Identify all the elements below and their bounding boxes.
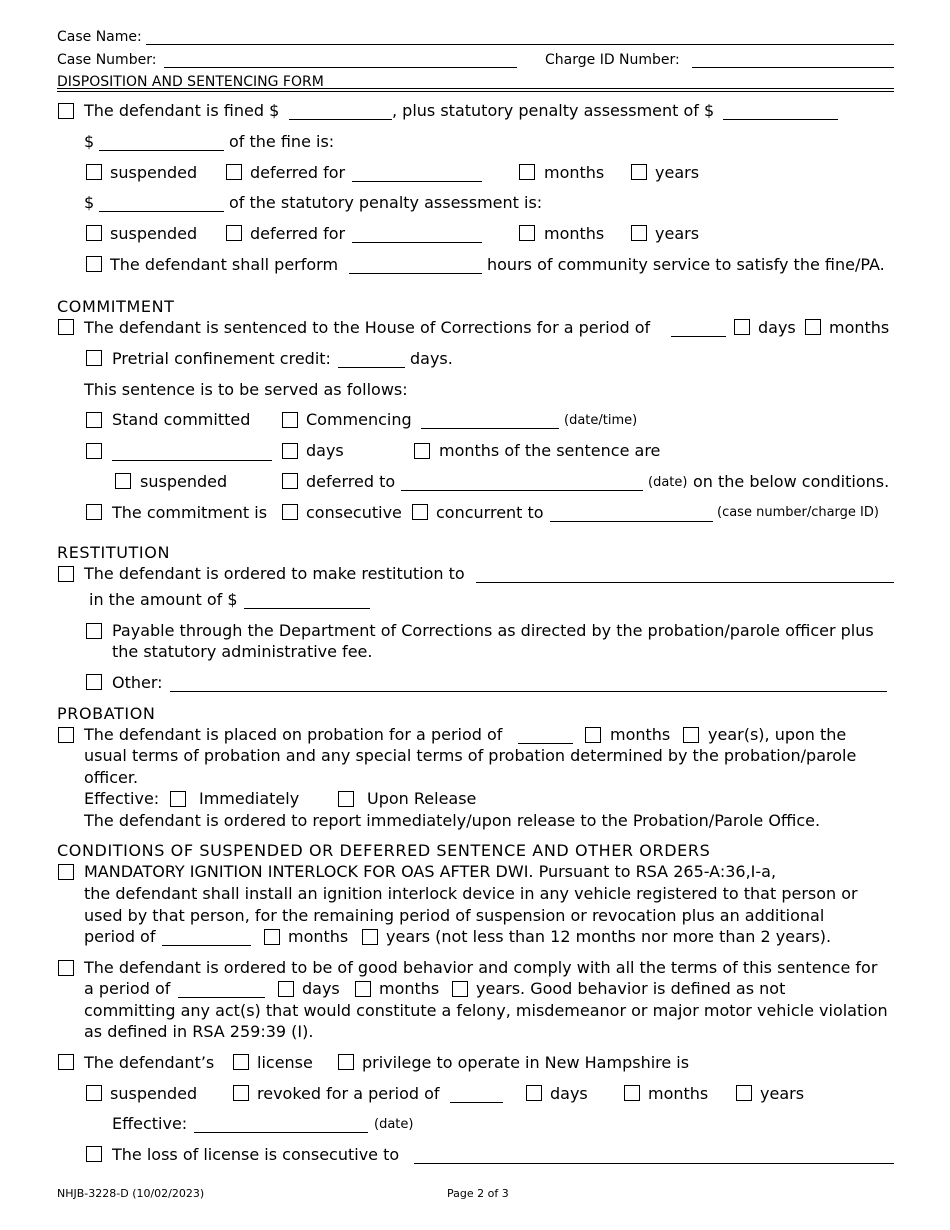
interlock-period-label: period of [84, 927, 156, 946]
license-months-label: months [648, 1084, 709, 1103]
interlock-line-1: MANDATORY IGNITION INTERLOCK FOR OAS AFTER DWI. Pursuant to RSA 265-A:36,I-a, [84, 862, 777, 881]
behavior-line-3: committing any act(s) that would constitute a felony, misdemeanor or major motor vehicle violation [84, 1001, 888, 1020]
fine-months-checkbox[interactable] [519, 164, 535, 180]
penalty-years-checkbox[interactable] [631, 225, 647, 241]
probation-text: The defendant is placed on probation for a period of [84, 725, 503, 744]
interlock-months-checkbox[interactable] [264, 929, 280, 945]
behavior-days-label: days [302, 979, 340, 998]
commitment-months-label: months [829, 318, 890, 337]
portion-deferred-checkbox[interactable] [282, 473, 298, 489]
fine-deferred-checkbox[interactable] [226, 164, 242, 180]
case-number-label: Case Number: [57, 52, 157, 68]
fine-checkbox[interactable] [58, 103, 74, 119]
charge-id-label: Charge ID Number: [545, 52, 680, 68]
behavior-days-checkbox[interactable] [278, 981, 294, 997]
probation-line-3: officer. [84, 768, 139, 787]
probation-period-field[interactable] [518, 743, 573, 744]
fine-dollar-label: $ [84, 132, 95, 151]
behavior-months-checkbox[interactable] [355, 981, 371, 997]
license-effective-label: Effective: [112, 1114, 188, 1133]
payable-checkbox[interactable] [86, 623, 102, 639]
penalty-deferred-field[interactable] [352, 242, 482, 243]
conditions-heading: CONDITIONS OF SUSPENDED OR DEFERRED SENTENCE AND OTHER ORDERS [57, 841, 711, 860]
restitution-amount-field[interactable] [244, 608, 370, 609]
penalty-years-label: years [655, 224, 700, 243]
interlock-period-field[interactable] [162, 945, 251, 946]
loss-consecutive-text: The loss of license is consecutive to [112, 1145, 400, 1164]
portion-suspended-checkbox[interactable] [115, 473, 131, 489]
interlock-months-label: months [288, 927, 349, 946]
behavior-line-4: as defined in RSA 259:39 (I). [84, 1022, 314, 1041]
interlock-years-checkbox[interactable] [362, 929, 378, 945]
commitment-checkbox[interactable] [58, 319, 74, 335]
charge-id-field[interactable] [692, 67, 894, 68]
fine-months-label: months [544, 163, 605, 182]
license-years-checkbox[interactable] [736, 1085, 752, 1101]
other-label: Other: [112, 673, 163, 692]
title-divider-top [57, 88, 894, 89]
other-checkbox[interactable] [86, 674, 102, 690]
commencing-field[interactable] [421, 428, 559, 429]
probation-months-checkbox[interactable] [585, 727, 601, 743]
case-charge-hint: (case number/charge ID) [717, 505, 879, 520]
license-suspended-checkbox[interactable] [86, 1085, 102, 1101]
penalty-deferred-label: deferred for [250, 224, 346, 243]
interlock-line-3: used by that person, for the remaining period of suspension or revocation plus an additional [84, 906, 825, 925]
pretrial-days-label: days. [410, 349, 453, 368]
penalty-suspended-checkbox[interactable] [86, 225, 102, 241]
case-name-label: Case Name: [57, 29, 142, 45]
penalty-months-label: months [544, 224, 605, 243]
penalty-dollar-label: $ [84, 193, 95, 212]
of-sentence-text: months of the sentence are [439, 441, 661, 460]
amount-label: in the amount of $ [89, 590, 238, 609]
page-number: Page 2 of 3 [447, 1187, 509, 1200]
portion-suspended-label: suspended [140, 472, 228, 491]
license-revoked-checkbox[interactable] [233, 1085, 249, 1101]
good-behavior-checkbox[interactable] [58, 960, 74, 976]
commitment-period-field[interactable] [671, 336, 726, 337]
restitution-heading: RESTITUTION [57, 543, 171, 562]
pretrial-days-field[interactable] [338, 367, 405, 368]
concurrent-label: concurrent to [436, 503, 544, 522]
license-type-checkbox[interactable] [233, 1054, 249, 1070]
fine-deferred-field[interactable] [352, 181, 482, 182]
date-time-hint: (date/time) [564, 413, 638, 428]
behavior-years-checkbox[interactable] [452, 981, 468, 997]
privilege-checkbox[interactable] [338, 1054, 354, 1070]
penalty-months-checkbox[interactable] [519, 225, 535, 241]
title-divider-bottom [57, 91, 894, 92]
license-date-hint: (date) [374, 1117, 414, 1132]
upon-release-label: Upon Release [367, 789, 477, 808]
deferred-to-label: deferred to [306, 472, 396, 491]
upon-release-checkbox[interactable] [338, 791, 354, 807]
fine-portion-field[interactable] [99, 150, 224, 151]
probation-heading: PROBATION [57, 704, 156, 723]
case-number-field[interactable] [164, 67, 517, 68]
loss-consecutive-checkbox[interactable] [86, 1146, 102, 1162]
revoked-period-field[interactable] [450, 1102, 503, 1103]
license-days-checkbox[interactable] [526, 1085, 542, 1101]
behavior-line-1: The defendant is ordered to be of good behavior and comply with all the terms of this sentence for [84, 958, 878, 977]
license-years-label: years [760, 1084, 805, 1103]
behavior-years-label: years. Good behavior is defined as not [476, 979, 786, 998]
case-name-field[interactable] [146, 44, 894, 45]
effective-label: Effective: [84, 789, 160, 808]
interlock-years-label: years (not less than 12 months nor more than 2 years). [386, 927, 832, 946]
stand-committed-label: Stand committed [112, 410, 251, 429]
penalty-suspended-label: suspended [110, 224, 198, 243]
interlock-line-2: the defendant shall install an ignition interlock device in any vehicle registered to that person or [84, 884, 858, 903]
perform-text: The defendant shall perform [110, 255, 339, 274]
license-checkbox[interactable] [58, 1054, 74, 1070]
portion-months-checkbox[interactable] [414, 443, 430, 459]
commencing-label: Commencing [306, 410, 412, 429]
immediately-checkbox[interactable] [170, 791, 186, 807]
behavior-period-field[interactable] [178, 997, 265, 998]
restitution-recipient-field[interactable] [476, 582, 894, 583]
portion-days-checkbox[interactable] [282, 443, 298, 459]
commitment-days-checkbox[interactable] [734, 319, 750, 335]
commitment-is-label: The commitment is [112, 503, 268, 522]
loss-consecutive-field[interactable] [414, 1163, 894, 1164]
behavior-months-label: months [379, 979, 440, 998]
penalty-amount-field[interactable] [723, 119, 838, 120]
commitment-months-checkbox[interactable] [805, 319, 821, 335]
other-field[interactable] [170, 691, 887, 692]
fined-text: The defendant is fined $ [84, 101, 280, 120]
sentenced-text: The defendant is sentenced to the House of Corrections for a period of [84, 318, 651, 337]
probation-checkbox[interactable] [58, 727, 74, 743]
license-days-label: days [550, 1084, 588, 1103]
pretrial-label: Pretrial confinement credit: [112, 349, 331, 368]
form-id: NHJB-3228-D (10/02/2023) [57, 1187, 205, 1200]
form-title: DISPOSITION AND SENTENCING FORM [57, 74, 324, 90]
restitution-text: The defendant is ordered to make restitution to [84, 564, 465, 583]
pretrial-checkbox[interactable] [86, 350, 102, 366]
community-service-checkbox[interactable] [86, 256, 102, 272]
payable-line-2: the statutory administrative fee. [112, 642, 373, 661]
penalty-deferred-checkbox[interactable] [226, 225, 242, 241]
deferred-to-field[interactable] [401, 490, 643, 491]
license-suspended-label: suspended [110, 1084, 198, 1103]
privilege-label: privilege to operate in New Hampshire is [362, 1053, 690, 1072]
license-months-checkbox[interactable] [624, 1085, 640, 1101]
license-label: license [257, 1053, 313, 1072]
payable-line-1: Payable through the Department of Corrections as directed by the probation/parole officer plus [112, 621, 874, 640]
penalty-text: , plus statutory penalty assessment of $ [392, 101, 715, 120]
of-fine-text: of the fine is: [229, 132, 335, 151]
commitment-heading: COMMITMENT [57, 297, 175, 316]
community-hours-field[interactable] [349, 273, 482, 274]
restitution-checkbox[interactable] [58, 566, 74, 582]
probation-years-label: year(s), upon the [708, 725, 847, 744]
portion-days-label: days [306, 441, 344, 460]
license-effective-field[interactable] [194, 1132, 368, 1133]
date-hint: (date) [648, 475, 688, 490]
hours-text: hours of community service to satisfy the fine/PA. [487, 255, 885, 274]
of-penalty-text: of the statutory penalty assessment is: [229, 193, 543, 212]
fine-suspended-label: suspended [110, 163, 198, 182]
probation-years-checkbox[interactable] [683, 727, 699, 743]
report-text: The defendant is ordered to report immediately/upon release to the Probation/Parole Office. [84, 811, 821, 830]
concurrent-field[interactable] [550, 521, 713, 522]
commitment-is-checkbox[interactable] [86, 504, 102, 520]
probation-line-2: usual terms of probation and any special terms of probation determined by the probation/parole [84, 746, 857, 765]
behavior-period-label: a period of [84, 979, 171, 998]
served-as-text: This sentence is to be served as follows: [84, 380, 408, 399]
fine-deferred-label: deferred for [250, 163, 346, 182]
sentence-portion-checkbox[interactable] [86, 443, 102, 459]
consecutive-label: consecutive [306, 503, 402, 522]
penalty-portion-field[interactable] [99, 211, 224, 212]
interlock-checkbox[interactable] [58, 864, 74, 880]
below-conditions-text: on the below conditions. [693, 472, 890, 491]
commencing-checkbox[interactable] [282, 412, 298, 428]
defendants-text: The defendant’s [84, 1053, 215, 1072]
fine-amount-field[interactable] [289, 119, 392, 120]
concurrent-checkbox[interactable] [412, 504, 428, 520]
fine-suspended-checkbox[interactable] [86, 164, 102, 180]
license-revoked-label: revoked for a period of [257, 1084, 440, 1103]
stand-committed-checkbox[interactable] [86, 412, 102, 428]
commitment-days-label: days [758, 318, 796, 337]
sentence-portion-field[interactable] [112, 460, 272, 461]
fine-years-label: years [655, 163, 700, 182]
immediately-label: Immediately [199, 789, 300, 808]
probation-months-label: months [610, 725, 671, 744]
fine-years-checkbox[interactable] [631, 164, 647, 180]
consecutive-checkbox[interactable] [282, 504, 298, 520]
